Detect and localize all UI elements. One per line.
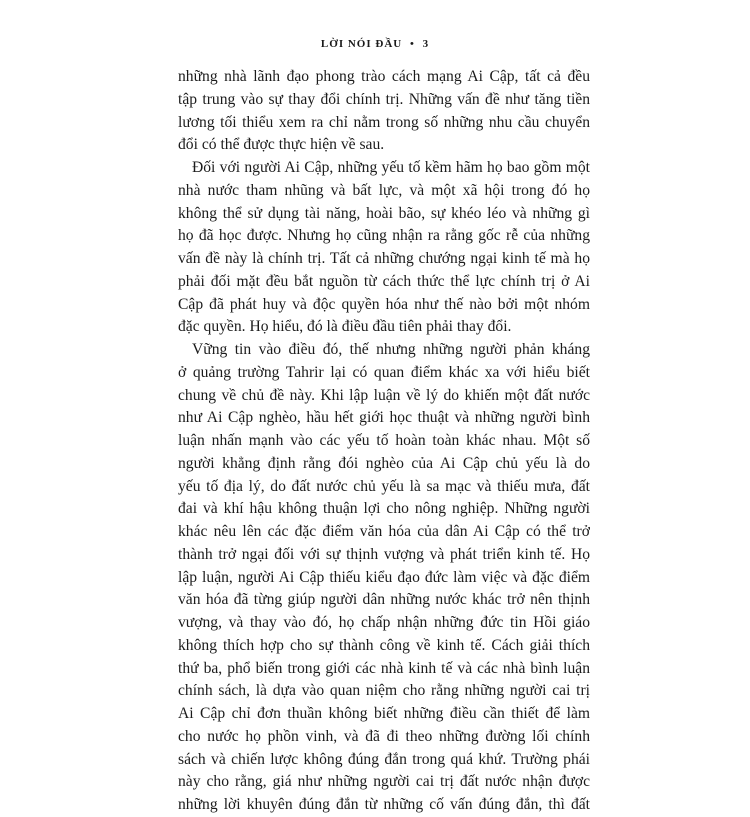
text-line: văn hóa đã từng giúp người dân những nước khác trở nên thịnh (178, 591, 590, 609)
text-line: khác nêu lên các đặc điểm văn hóa của dân Ai Cập có thể trở (178, 523, 590, 540)
text-line: chung về chủ đề này. Khi lập luận về lý do khiến một đất nước (178, 386, 590, 404)
text-line: luận nhấn mạnh vào các yếu tố hoàn toàn khác nhau. Một số (178, 432, 590, 449)
text-line: vượng, và thay vào đó, họ chấp nhận những đức tin Hồi giáo (178, 614, 590, 631)
text-line: những lời khuyên đúng đắn từ những cố vấn đúng đắn, thì đất (178, 796, 590, 813)
text-line: sách và chiến lược không đúng đắn trong quá khứ. Trường phái (178, 750, 590, 768)
paragraph (178, 66, 590, 157)
text-line: lương tối thiểu xem ra chỉ nằm trong số những nhu cầu chuyển (178, 113, 590, 131)
text-line: vấn đề này là chính trị. Tất cả những chướng ngại kinh tế mà họ (178, 250, 590, 267)
text-line: đai và khí hậu không thuận lợi cho nông nghiệp. Những người (178, 500, 590, 518)
paragraph (178, 157, 590, 339)
text-line: Vững tin vào điều đó, thế nhưng những người phản kháng (192, 341, 590, 358)
text-line: tập trung vào sự thay đổi chính trị. Những vấn đề như tăng tiền (178, 90, 590, 108)
text-line: họ đã học được. Nhưng họ cũng nhận ra rằng gốc rễ của những (178, 227, 590, 245)
text-line: chính sách, là dựa vào quan niệm cho rằng những người cai trị (178, 682, 590, 700)
text-line: cho nước họ phồn vinh, và đã đi theo những đường lối chính (178, 727, 590, 745)
text-line: phải đối mặt đều bắt nguồn từ cách thức thể lực chính trị ở Ai (178, 272, 590, 290)
text-line: đổi có thể được thực hiện về sau. (178, 136, 385, 154)
text-line: người khẳng định rằng đói nghèo của Ai Cập chủ yếu là do (178, 454, 590, 472)
chapter-title: LỜI NÓI ĐẦU (320, 38, 403, 50)
text-line: lập luận, người Ai Cập thiếu kiểu đạo đức làm việc và đặc điểm (178, 568, 590, 586)
text-line: những nhà lãnh đạo phong trào cách mạng Ai Cập, tất cả đều (178, 68, 590, 85)
text-line: không thích hợp cho sự thành công về kinh tế. Cách giải thích (178, 636, 590, 654)
body-text (178, 66, 590, 817)
page-number: 3 (422, 38, 430, 50)
text-line: không thể sử dụng tài năng, hoài bão, sự khéo léo và những gì (178, 204, 590, 222)
text-line: Đối với người Ai Cập, những yếu tố kềm hãm họ bao gồm một (192, 159, 590, 176)
running-head (0, 38, 750, 50)
text-line: như Ai Cập nghèo, hầu hết giới học thuật và những người bình (178, 409, 590, 427)
separator-bullet: • (409, 38, 415, 50)
text-line: Ai Cập chỉ đơn thuần không biết những điều cần thiết để làm (178, 705, 590, 722)
text-line: ở quảng trường Tahrir lại có quan điểm khác xa với hiểu biết (178, 363, 590, 381)
text-line: thứ ba, phổ biến trong giới các nhà kinh tế và các nhà bình luận (178, 659, 590, 677)
paragraph (178, 339, 590, 817)
text-line: nhà nước tham nhũng và bất lực, và một xã hội trong đó họ (178, 181, 590, 199)
text-line: thành trở ngại đối với sự thịnh vượng và phát triển kinh tế. Họ (178, 545, 590, 563)
text-line: đặc quyền. Họ hiểu, đó là điều đầu tiên phải thay đổi. (178, 318, 512, 336)
text-line: yếu tố địa lý, do đất nước chủ yếu là sa mạc và thiếu mưa, đất (178, 477, 590, 495)
text-line: Cập đã phát huy và độc quyền hóa như thế nào bởi một nhóm (178, 295, 590, 313)
text-line: này cho rằng, giá như những người cai trị đất nước nhận được (178, 773, 590, 791)
